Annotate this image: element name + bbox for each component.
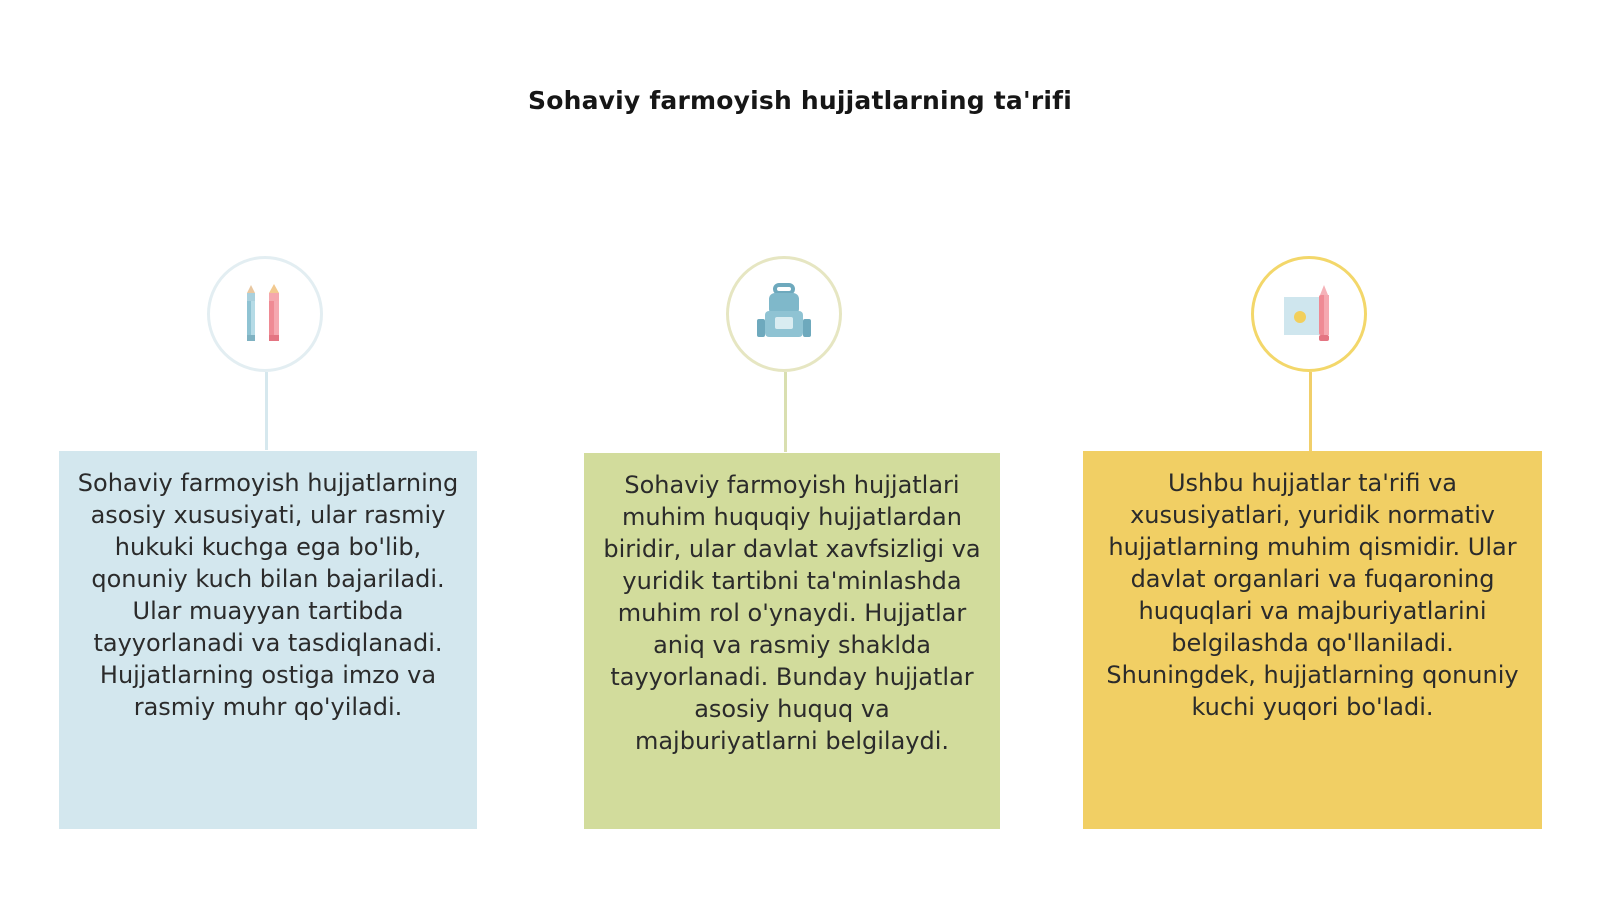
backpack-icon: [751, 281, 817, 347]
icon-circle-1: [207, 256, 323, 372]
info-card-2-text: Sohaviy farmoyish hujjatlari muhim huquqiy hujjatlardan biridir, ular davlat xavfsizligi va yuridik tartibni ta'minlashda muhim rol o'ynaydi. Hujjatlar aniq va rasmiy shaklda tayyorlanadi. Bunday hujjatlar asosiy huquq va majburiyatlarni belgilaydi.: [603, 471, 981, 755]
pencils-icon: [235, 279, 295, 349]
info-card-1: [59, 451, 477, 829]
info-card-3-text: Ushbu hujjatlar ta'rifi va xususiyatlari, yuridik normativ hujjatlarning muhim qismidir. Ular davlat organlari va fuqaroning huquqlari va majburiyatlarini belgilashda qo'llaniladi. Shuningdek, hujjatlarning qonuniy kuchi yuqori bo'ladi.: [1106, 469, 1519, 721]
info-card-2: [584, 453, 1000, 829]
icon-circle-3: [1251, 256, 1367, 372]
connector-line-1: [265, 372, 268, 450]
info-card-3: [1083, 451, 1542, 829]
icon-circle-2: [726, 256, 842, 372]
page-title: Sohaviy farmoyish hujjatlarning ta'rifi: [528, 86, 1072, 115]
connector-line-3: [1309, 372, 1312, 451]
paper-and-crayon-icon: [1276, 281, 1342, 347]
connector-line-2: [784, 372, 787, 452]
info-card-1-text: Sohaviy farmoyish hujjatlarning asosiy xususiyati, ular rasmiy hukuki kuchga ega bo'lib, qonuniy kuch bilan bajariladi. Ular muayyan tartibda tayyorlanadi va tasdiqlanadi. Hujjatlarning ostiga imzo va rasmiy muhr qo'yiladi.: [77, 469, 459, 721]
